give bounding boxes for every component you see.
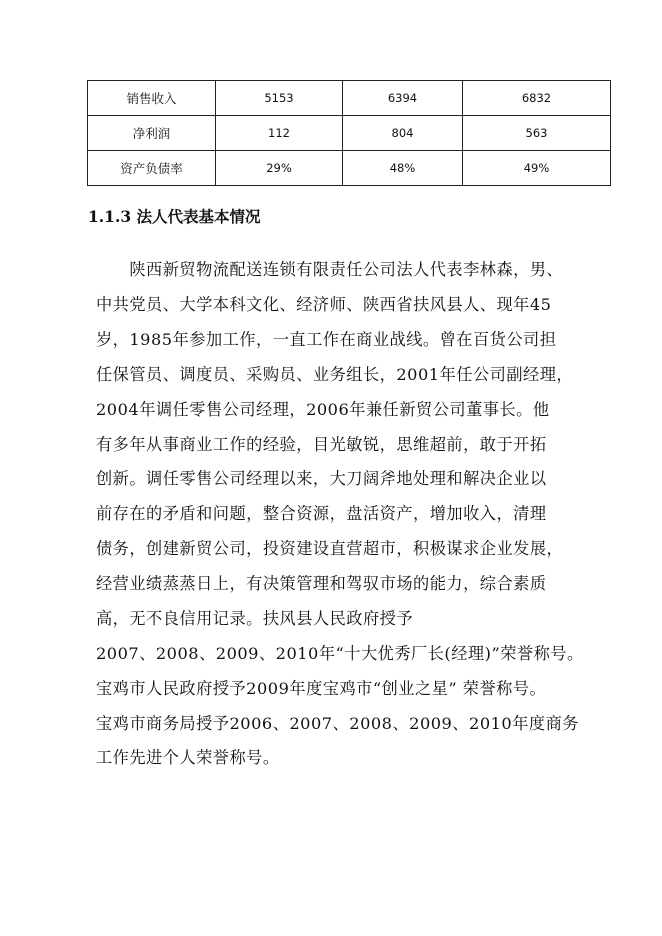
table-row — [88, 116, 611, 151]
body-line: 工作先进个人荣誉称号。 — [96, 748, 280, 767]
body-line: 经营业绩蒸蒸日上，有决策管理和驾驭市场的能力，综合素质 — [96, 574, 547, 593]
table-row — [88, 81, 611, 116]
body-line: 创新。调任零售公司经理以来，大刀阔斧地处理和解决企业以 — [96, 469, 547, 488]
table-cell: 6832 — [463, 81, 611, 116]
body-line: 陕西新贸物流配送连锁有限责任公司法人代表李林森，男、 — [96, 260, 564, 279]
body-line: 中共党员、大学本科文化、经济师、陕西省扶风县人、现年45 — [96, 295, 552, 314]
body-line: 债务，创建新贸公司，投资建设直营超市，积极谋求企业发展， — [96, 539, 564, 558]
section-heading: 1.1.3 法人代表基本情况 — [88, 207, 261, 226]
body-line: 前存在的矛盾和问题，整合资源，盘活资产，增加收入，清理 — [96, 504, 547, 523]
table-cell: 804 — [343, 116, 463, 151]
row-label: 资产负债率 — [88, 151, 216, 186]
body-line: 任保管员、调度员、采购员、业务组长，2001年任公司副经理， — [96, 365, 574, 384]
row-label: 净利润 — [88, 116, 216, 151]
table-cell: 6394 — [343, 81, 463, 116]
financial-table — [87, 80, 611, 186]
table-cell: 112 — [216, 116, 343, 151]
body-line: 宝鸡市商务局授予2006、2007、2008、2009、2010年度商务 — [96, 714, 579, 733]
body-line: 高，无不良信用记录。扶风县人民政府授予 — [96, 609, 414, 628]
table-cell: 49% — [463, 151, 611, 186]
body-line: 有多年从事商业工作的经验，目光敏锐，思维超前，敢于开拓 — [96, 435, 547, 454]
body-line: 2004年调任零售公司经理，2006年兼任新贸公司董事长。他 — [96, 400, 550, 419]
table-cell: 563 — [463, 116, 611, 151]
row-label: 销售收入 — [88, 81, 216, 116]
table-row — [88, 151, 611, 186]
body-line: 2007、2008、2009、2010年“十大优秀厂长(经理)”荣誉称号。 — [96, 644, 584, 663]
body-line: 宝鸡市人民政府授予2009年度宝鸡市“创业之星” 荣誉称号。 — [96, 679, 547, 698]
table-cell: 48% — [343, 151, 463, 186]
table-cell: 5153 — [216, 81, 343, 116]
table-cell: 29% — [216, 151, 343, 186]
body-line: 岁，1985年参加工作，一直工作在商业战线。曾在百货公司担 — [96, 330, 557, 349]
